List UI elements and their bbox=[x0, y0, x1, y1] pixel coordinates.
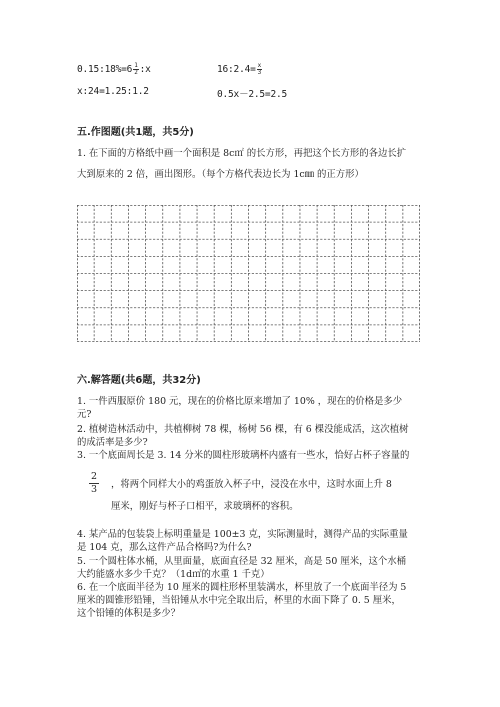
fraction-numerator: 2 bbox=[91, 471, 98, 482]
equation-3: x:24=1.25:1.2 bbox=[77, 86, 149, 97]
equation-1-fraction bbox=[133, 63, 138, 76]
fraction-denominator: 3 bbox=[91, 484, 98, 495]
section-6-q2-line1: 2. 植树造林活动中，共植柳树 78 棵，杨树 56 棵，有 6 棵没能成活，这次植树 bbox=[77, 424, 409, 435]
equation-1-right: :x bbox=[139, 64, 151, 75]
section-6-q6-line3: 这个铅锤的体积是多少？ bbox=[77, 608, 181, 619]
fraction-numerator: 1 bbox=[134, 62, 138, 69]
fraction-denominator: 3 bbox=[257, 69, 262, 76]
section-5-q1-line2: 大到原来的 2 倍，画出图形。（每个方格代表边长为 1c㎜ 的正方形） bbox=[77, 169, 364, 180]
section-6-q2-line2: 的成活率是多少? bbox=[77, 437, 148, 448]
graph-paper-grid[interactable] bbox=[77, 205, 420, 342]
equation-1 bbox=[77, 63, 151, 76]
equation-2 bbox=[217, 63, 263, 76]
equation-4: 0.5x－2.5=2.5 bbox=[217, 89, 288, 100]
section-6-q1-line1: 1. 一件西服原价 180 元，现在的价格比原来增加了 10% ，现在的价格是多少 bbox=[77, 396, 403, 407]
fraction-denominator: 2 bbox=[134, 69, 138, 76]
section-6-q6-line1: 6. 在一个底面半径为 10 厘米的圆柱形杯里装满水，杯里放了一个底面半径为 5 bbox=[77, 582, 407, 593]
section-6-q3-line1: 3. 一个底面周长是 3. 14 分米的圆柱形玻璃杯内盛有一些水，恰好占杯子容量的 bbox=[77, 450, 410, 461]
section-5-title: 五.作图题(共1题，共5分) bbox=[77, 127, 194, 138]
section-6-q3-line2: ，将两个同样大小的鸡蛋放入杯子中，浸没在水中，这时水面上升 8 bbox=[111, 479, 392, 490]
section-5-q1-line1: 1. 在下面的方格纸中画一个面积是 8c㎡ 的长方形，再把这个长方形的各边长扩 bbox=[77, 148, 407, 159]
section-6-q1-line2: 元? bbox=[77, 409, 92, 420]
section-6-q3-line3: 厘米，刚好与杯子口相平，求玻璃杯的容积。 bbox=[111, 501, 299, 512]
section-6-q5-line2: 大约能盛水多少千克？（1d㎡的水重 1 千克） bbox=[77, 569, 270, 580]
section-6-q4-line2: 是 104 克，那么这件产品合格吗?为什么? bbox=[77, 542, 252, 553]
section-6-q3-fraction bbox=[89, 471, 99, 496]
section-6-q5-line1: 5. 一个圆柱体水桶，从里面量，底面直径是 32 厘米，高是 50 厘米，这个水桶 bbox=[77, 556, 406, 567]
section-6-title: 六.解答题(共6题，共32分) bbox=[77, 375, 201, 386]
equation-1-left: 0.15:18%=6 bbox=[77, 64, 133, 75]
fraction-numerator: x bbox=[257, 62, 262, 69]
equation-2-fraction bbox=[257, 63, 262, 76]
section-6-q6-line2: 厘米的圆锥形铅锤，当铅锤从水中完全取出后，杯里的水面下降了 0. 5 厘米， bbox=[77, 595, 401, 606]
section-6-q4-line1: 4. 某产品的包装袋上标明重量是 100±3 克，实际测量时，测得产品的实际重量 bbox=[77, 529, 408, 540]
equation-2-left: 16:2.4= bbox=[217, 64, 256, 75]
